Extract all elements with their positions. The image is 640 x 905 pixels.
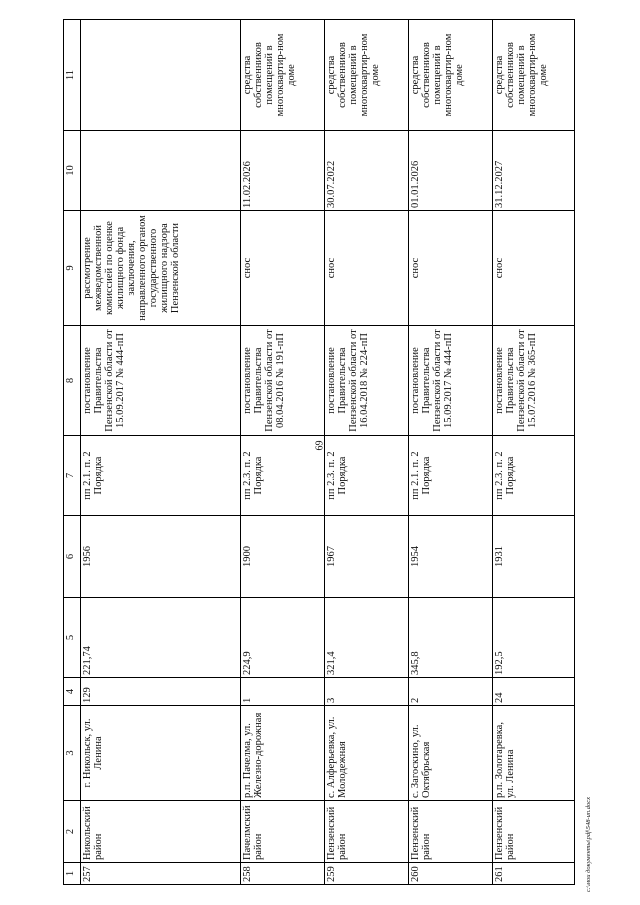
area-cell: 192,5 <box>493 598 575 678</box>
address-cell: с. Алферьевка, ул. Молодежная <box>325 706 409 801</box>
date-cell: 31.12.2027 <box>493 131 575 211</box>
table-row <box>241 20 325 885</box>
column-header: 9 <box>64 211 81 326</box>
page-number: 69 <box>314 440 326 451</box>
address-cell: с. Загоскино, ул. Октябрьская <box>409 706 493 801</box>
table-row <box>409 20 493 885</box>
decree-cell: постановление Правительства Пензенской области от 15.09.2017 № 444-пП <box>409 326 493 436</box>
address-cell: р.п. Золотаревка, ул. Ленина <box>493 706 575 801</box>
action-cell: снос <box>241 211 325 326</box>
housing-table <box>63 19 575 885</box>
date-cell: 01.01.2026 <box>409 131 493 211</box>
district-cell: Никольский район <box>81 801 241 863</box>
column-header: 1 <box>64 863 81 885</box>
date-cell: 11.02.2026 <box>241 131 325 211</box>
column-header: 2 <box>64 801 81 863</box>
house-number-cell: 129 <box>81 678 241 706</box>
column-header: 4 <box>64 678 81 706</box>
area-cell: 345,8 <box>409 598 493 678</box>
action-cell: снос <box>493 211 575 326</box>
decree-cell: постановление Правительства Пензенской области от 15.09.2017 № 444-пП <box>81 326 241 436</box>
year-cell: 1954 <box>409 516 493 598</box>
column-header: 8 <box>64 326 81 436</box>
action-cell: снос <box>409 211 493 326</box>
column-header: 10 <box>64 131 81 211</box>
date-cell <box>81 131 241 211</box>
year-cell: 1967 <box>325 516 409 598</box>
decree-cell: постановление Правительства Пензенской области от 15.07.2016 № 365-пП <box>493 326 575 436</box>
date-cell: 30.07.2022 <box>325 131 409 211</box>
basis-cell: пп 2.3. п. 2 Порядка <box>241 436 325 516</box>
column-header: 11 <box>64 20 81 131</box>
table-row <box>81 20 241 885</box>
address-cell: р.п. Пачелма, ул. Железно-дорожная <box>241 706 325 801</box>
house-number-cell: 24 <box>493 678 575 706</box>
table-row <box>493 20 575 885</box>
basis-cell: пп 2.3. п. 2 Порядка <box>325 436 409 516</box>
row-number: 260 <box>409 863 493 885</box>
house-number-cell: 1 <box>241 678 325 706</box>
year-cell: 1900 <box>241 516 325 598</box>
area-cell: 321,4 <box>325 598 409 678</box>
row-number: 261 <box>493 863 575 885</box>
funding-cell: средства собственников помещений в многоквартир-ном доме <box>409 20 493 131</box>
action-cell: рассмотрение межведомственной комиссией по оценке жилищного фонда заключения, направленного органом государственного жилищного надзора Пензенской области <box>81 211 241 326</box>
column-header: 7 <box>64 436 81 516</box>
year-cell: 1931 <box>493 516 575 598</box>
file-path-footer: c:\мои документы\pdf\548-ип.docx <box>585 796 592 892</box>
column-header: 5 <box>64 598 81 678</box>
house-number-cell: 3 <box>325 678 409 706</box>
area-cell: 224,9 <box>241 598 325 678</box>
basis-cell: пп 2.1. п. 2 Порядка <box>409 436 493 516</box>
funding-cell <box>81 20 241 131</box>
row-number: 257 <box>81 863 241 885</box>
basis-cell: пп 2.1. п. 2 Порядка <box>81 436 241 516</box>
rotated-table-container <box>63 20 581 885</box>
action-cell: снос <box>325 211 409 326</box>
decree-cell: постановление Правительства Пензенской области от 16.04.2018 № 224-пП <box>325 326 409 436</box>
district-cell: Пачелмский район <box>241 801 325 863</box>
address-cell: г. Никольск, ул. Ленина <box>81 706 241 801</box>
basis-cell: пп 2.3. п. 2 Порядка <box>493 436 575 516</box>
district-cell: Пензенский район <box>325 801 409 863</box>
column-header: 3 <box>64 706 81 801</box>
row-number: 258 <box>241 863 325 885</box>
column-header: 6 <box>64 516 81 598</box>
funding-cell: средства собственников помещений в многоквартир-ном доме <box>493 20 575 131</box>
district-cell: Пензенский район <box>409 801 493 863</box>
area-cell: 221,74 <box>81 598 241 678</box>
year-cell: 1956 <box>81 516 241 598</box>
decree-cell: постановление Правительства Пензенской области от 08.04.2016 № 191-пП <box>241 326 325 436</box>
table-row <box>325 20 409 885</box>
header-row <box>64 20 81 885</box>
funding-cell: средства собственников помещений в многоквартир-ном доме <box>241 20 325 131</box>
district-cell: Пензенский район <box>493 801 575 863</box>
row-number: 259 <box>325 863 409 885</box>
funding-cell: средства собственников помещений в многоквартир-ном доме <box>325 20 409 131</box>
house-number-cell: 2 <box>409 678 493 706</box>
